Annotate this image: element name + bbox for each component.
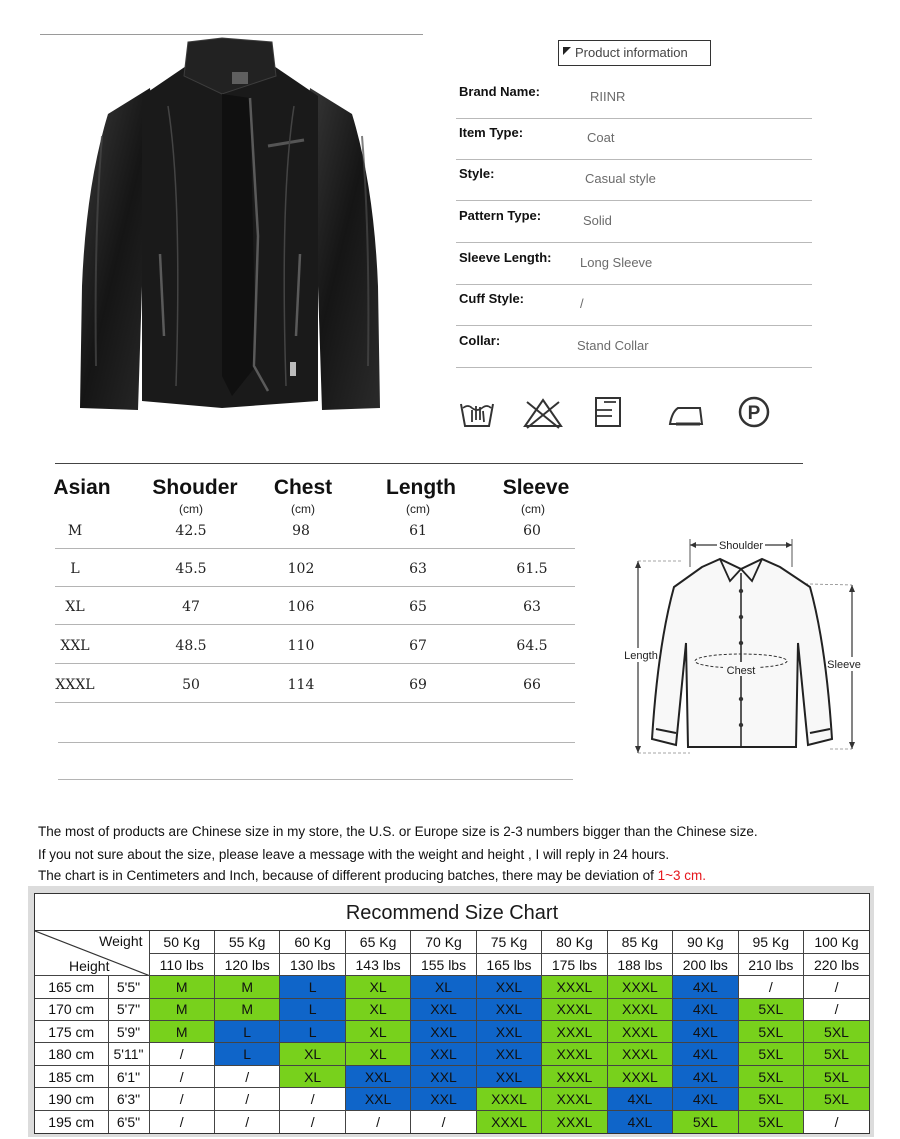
size-cell: 60 xyxy=(523,523,541,539)
size-cell: M xyxy=(67,523,83,539)
weight-kg-cell: 95 Kg xyxy=(738,931,803,953)
size-header-length: Length xyxy=(386,476,456,499)
size-row-xxxl xyxy=(55,665,575,703)
height-ft-cell: 5'11" xyxy=(108,1043,149,1065)
weight-kg-cell: 60 Kg xyxy=(280,931,345,953)
tumble-dry-icon xyxy=(592,394,624,430)
spec-value: Casual style xyxy=(585,171,656,186)
size-recommendation-cell: XXXL xyxy=(542,998,607,1020)
weight-lbs-cell: 220 lbs xyxy=(804,953,869,975)
height-cm-cell: 180 cm xyxy=(35,1043,108,1065)
sleeve-label: Sleeve xyxy=(827,659,861,671)
size-recommendation-cell: XXL xyxy=(411,1043,476,1065)
note-line-3-text: The chart is in Centimeters and Inch, because of different producing batches, there may be deviation of xyxy=(38,868,658,883)
size-recommendation-cell: 5XL xyxy=(804,1021,869,1043)
size-row-l xyxy=(55,549,575,587)
height-cm-cell: 195 cm xyxy=(35,1110,108,1132)
height-row xyxy=(35,998,869,1020)
spec-label: Brand Name: xyxy=(459,84,540,99)
size-recommendation-cell: / xyxy=(149,1088,214,1110)
dry-clean-p-icon xyxy=(736,394,772,430)
weight-kg-row xyxy=(35,931,869,953)
spec-label: Sleeve Length: xyxy=(459,250,552,265)
size-recommendation-cell: XXL xyxy=(476,998,541,1020)
product-information-title: Product information xyxy=(575,45,688,60)
top-divider xyxy=(40,34,423,35)
size-header-sleeve: Sleeve xyxy=(502,476,570,499)
size-recommendation-cell: XXL xyxy=(411,1021,476,1043)
weight-lbs-cell: 130 lbs xyxy=(280,953,345,975)
shoulder-label: Shoulder xyxy=(718,540,764,552)
size-recommendation-cell: / xyxy=(149,1110,214,1132)
size-recommendation-cell: 5XL xyxy=(738,1065,803,1087)
weight-kg-cell: 85 Kg xyxy=(607,931,672,953)
size-recommendation-cell: XXL xyxy=(476,1021,541,1043)
size-recommendation-cell: / xyxy=(738,976,803,998)
unit-label: (cm) xyxy=(406,502,430,516)
size-recommendation-cell: L xyxy=(280,1021,345,1043)
size-recommendation-cell: 4XL xyxy=(673,1043,738,1065)
size-recommendation-cell: XXXL xyxy=(542,1088,607,1110)
height-row xyxy=(35,1110,869,1132)
spec-value: Coat xyxy=(587,130,615,145)
size-cell: 61.5 xyxy=(516,561,548,577)
unit-label: (cm) xyxy=(521,502,545,516)
spec-row-brand xyxy=(456,78,812,119)
size-recommendation-cell: M xyxy=(149,998,214,1020)
weight-kg-cell: 70 Kg xyxy=(411,931,476,953)
spec-label: Style: xyxy=(459,166,495,181)
weight-kg-cell: 75 Kg xyxy=(476,931,541,953)
weight-kg-cell: 55 Kg xyxy=(214,931,279,953)
measurement-diagram xyxy=(620,525,865,763)
size-recommendation-cell: XL xyxy=(345,976,410,998)
size-recommendation-cell: / xyxy=(214,1110,279,1132)
size-recommendation-cell: 5XL xyxy=(738,998,803,1020)
height-row xyxy=(35,976,869,998)
spec-label: Item Type: xyxy=(459,125,524,140)
size-recommendation-cell: M xyxy=(149,976,214,998)
spec-row-sleeve-length xyxy=(456,244,812,285)
product-information-header xyxy=(558,40,711,66)
weight-kg-cell: 90 Kg xyxy=(673,931,738,953)
size-recommendation-cell: / xyxy=(804,998,869,1020)
size-recommendation-cell: 5XL xyxy=(738,1021,803,1043)
size-section-divider xyxy=(55,463,803,464)
spec-value: Stand Collar xyxy=(577,338,649,353)
height-row xyxy=(35,1065,869,1087)
size-cell: L xyxy=(70,561,80,577)
size-row-xxl xyxy=(55,626,575,664)
weight-height-corner xyxy=(35,931,149,976)
size-header-asian: Asian xyxy=(53,476,111,499)
spec-value: Solid xyxy=(583,213,612,228)
size-recommendation-cell: XXL xyxy=(476,976,541,998)
height-ft-cell: 5'7" xyxy=(108,998,149,1020)
size-recommendation-cell: XL xyxy=(411,976,476,998)
size-recommendation-cell: / xyxy=(280,1110,345,1132)
weight-lbs-row xyxy=(35,953,869,975)
size-cell: 69 xyxy=(409,677,427,693)
size-recommendation-cell: / xyxy=(214,1088,279,1110)
size-recommendation-cell: 4XL xyxy=(607,1110,672,1132)
size-recommendation-cell: L xyxy=(280,998,345,1020)
product-photo-jacket xyxy=(72,36,388,416)
size-recommendation-cell: 4XL xyxy=(673,1088,738,1110)
size-cell: 102 xyxy=(287,561,315,577)
no-bleach-icon xyxy=(521,394,565,430)
size-recommendation-cell: XXXL xyxy=(542,976,607,998)
size-recommendation-cell: 4XL xyxy=(673,1065,738,1087)
size-cell: 45.5 xyxy=(175,561,207,577)
size-recommendation-cell: XXXL xyxy=(607,976,672,998)
size-recommendation-cell: XXL xyxy=(411,1088,476,1110)
size-recommendation-cell: XL xyxy=(345,1021,410,1043)
size-cell: XXXL xyxy=(55,677,95,693)
spec-row-collar xyxy=(456,327,812,368)
weight-lbs-cell: 120 lbs xyxy=(214,953,279,975)
size-header-chest: Chest xyxy=(273,476,333,499)
size-cell: 50 xyxy=(182,677,200,693)
size-recommendation-cell: 5XL xyxy=(738,1043,803,1065)
corner-flag-icon xyxy=(563,47,571,55)
size-cell: XL xyxy=(65,599,85,615)
weight-lbs-cell: 200 lbs xyxy=(673,953,738,975)
size-table-rule xyxy=(58,779,573,780)
spec-label: Collar: xyxy=(459,333,501,348)
weight-kg-cell: 50 Kg xyxy=(149,931,214,953)
size-recommendation-cell: XXXL xyxy=(607,998,672,1020)
size-recommendation-cell: M xyxy=(214,998,279,1020)
size-recommendation-cell: XXXL xyxy=(607,1043,672,1065)
size-recommendation-cell: XXXL xyxy=(607,1065,672,1087)
size-recommendation-cell: M xyxy=(214,976,279,998)
size-recommendation-cell: / xyxy=(804,1110,869,1132)
size-recommendation-cell: / xyxy=(804,976,869,998)
weight-lbs-cell: 175 lbs xyxy=(542,953,607,975)
size-recommendation-cell: L xyxy=(214,1043,279,1065)
size-table-rule xyxy=(58,742,575,743)
spec-label: Pattern Type: xyxy=(459,208,542,223)
size-cell: 64.5 xyxy=(516,638,548,654)
recommend-size-table xyxy=(35,931,869,1133)
spec-row-pattern-type xyxy=(456,202,812,243)
size-cell: XXL xyxy=(60,638,90,654)
height-ft-cell: 5'5" xyxy=(108,976,149,998)
size-recommendation-cell: L xyxy=(280,976,345,998)
size-recommendation-cell: XXXL xyxy=(542,1021,607,1043)
size-row-m xyxy=(55,511,575,549)
size-recommendation-cell: XXXL xyxy=(476,1088,541,1110)
size-cell: 61 xyxy=(409,523,427,539)
deviation-highlight: 1~3 cm. xyxy=(657,868,707,883)
size-recommendation-cell: 5XL xyxy=(738,1110,803,1132)
size-cell: 42.5 xyxy=(175,523,207,539)
size-recommendation-cell: L xyxy=(214,1021,279,1043)
svg-text:P: P xyxy=(747,403,761,424)
height-ft-cell: 6'1" xyxy=(108,1065,149,1087)
chest-label: Chest xyxy=(726,665,756,677)
height-cm-cell: 185 cm xyxy=(35,1065,108,1087)
height-ft-cell: 5'9" xyxy=(108,1021,149,1043)
size-cell: 47 xyxy=(182,599,200,615)
size-recommendation-cell: 4XL xyxy=(673,1021,738,1043)
height-row xyxy=(35,1021,869,1043)
size-recommendation-cell: 5XL xyxy=(804,1065,869,1087)
height-row xyxy=(35,1088,869,1110)
spec-value: RIINR xyxy=(590,89,626,104)
height-ft-cell: 6'3" xyxy=(108,1088,149,1110)
note-line-3 xyxy=(38,868,706,883)
size-recommendation-cell: XXXL xyxy=(542,1043,607,1065)
size-cell: 98 xyxy=(292,523,310,539)
size-recommendation-cell: XXXL xyxy=(607,1021,672,1043)
unit-label: (cm) xyxy=(179,502,203,516)
size-recommendation-cell: XXXL xyxy=(542,1110,607,1132)
size-recommendation-cell: XXL xyxy=(476,1043,541,1065)
size-recommendation-cell: XL xyxy=(280,1043,345,1065)
size-recommendation-cell: 4XL xyxy=(607,1088,672,1110)
size-cell: 63 xyxy=(523,599,541,615)
height-row xyxy=(35,1043,869,1065)
height-cm-cell: 190 cm xyxy=(35,1088,108,1110)
size-row-xl xyxy=(55,587,575,625)
height-label: Height xyxy=(69,958,110,975)
size-recommendation-cell: XXXL xyxy=(476,1110,541,1132)
height-cm-cell: 170 cm xyxy=(35,998,108,1020)
height-cm-cell: 175 cm xyxy=(35,1021,108,1043)
weight-lbs-cell: 143 lbs xyxy=(345,953,410,975)
spec-row-item-type xyxy=(456,119,812,160)
size-cell: 67 xyxy=(409,638,427,654)
size-recommendation-cell: 4XL xyxy=(673,976,738,998)
size-recommendation-cell: XXL xyxy=(411,998,476,1020)
size-recommendation-cell: M xyxy=(149,1021,214,1043)
spec-label: Cuff Style: xyxy=(459,291,524,306)
height-cm-cell: 165 cm xyxy=(35,976,108,998)
weight-label: Weight xyxy=(99,933,143,949)
weight-kg-cell: 80 Kg xyxy=(542,931,607,953)
spec-value: / xyxy=(580,296,584,311)
weight-lbs-cell: 210 lbs xyxy=(738,953,803,975)
weight-lbs-cell: 188 lbs xyxy=(607,953,672,975)
size-recommendation-cell: XL xyxy=(345,998,410,1020)
size-recommendation-cell: / xyxy=(214,1065,279,1087)
height-ft-cell: 6'5" xyxy=(108,1110,149,1132)
size-recommendation-cell: / xyxy=(280,1088,345,1110)
size-recommendation-cell: 5XL xyxy=(673,1110,738,1132)
size-recommendation-cell: 5XL xyxy=(738,1088,803,1110)
size-recommendation-cell: 4XL xyxy=(673,998,738,1020)
size-cell: 106 xyxy=(287,599,315,615)
weight-kg-cell: 65 Kg xyxy=(345,931,410,953)
size-recommendation-cell: XXL xyxy=(345,1065,410,1087)
size-recommendation-cell: XL xyxy=(280,1065,345,1087)
spec-value: Long Sleeve xyxy=(580,255,653,270)
weight-kg-cell: 100 Kg xyxy=(804,931,869,953)
iron-icon xyxy=(666,394,706,430)
hand-wash-icon xyxy=(458,394,496,430)
size-recommendation-cell: 5XL xyxy=(804,1043,869,1065)
weight-lbs-cell: 110 lbs xyxy=(149,953,214,975)
spec-row-cuff-style xyxy=(456,285,812,326)
size-recommendation-cell: / xyxy=(149,1043,214,1065)
length-label: Length xyxy=(624,650,658,662)
size-recommendation-cell: / xyxy=(411,1110,476,1132)
size-recommendation-cell: XXL xyxy=(476,1065,541,1087)
size-recommendation-cell: XL xyxy=(345,1043,410,1065)
unit-label: (cm) xyxy=(291,502,315,516)
size-cell: 114 xyxy=(287,677,315,693)
size-cell: 65 xyxy=(409,599,427,615)
size-cell: 66 xyxy=(523,677,541,693)
note-line-2: If you not sure about the size, please leave a message with the weight and height , I will reply in 24 hours. xyxy=(38,847,670,862)
size-recommendation-cell: XXXL xyxy=(542,1065,607,1087)
size-recommendation-cell: / xyxy=(345,1110,410,1132)
size-recommendation-cell: 5XL xyxy=(804,1088,869,1110)
size-cell: 48.5 xyxy=(175,638,207,654)
size-recommendation-cell: XXL xyxy=(345,1088,410,1110)
size-recommendation-cell: XXL xyxy=(411,1065,476,1087)
size-cell: 110 xyxy=(287,638,315,654)
spec-row-style xyxy=(456,160,812,201)
recommend-size-chart xyxy=(34,893,870,1134)
note-line-1: The most of products are Chinese size in my store, the U.S. or Europe size is 2-3 numbers bigger than the Chinese size. xyxy=(38,824,758,839)
chart-title: Recommend Size Chart xyxy=(35,894,869,931)
size-header-shoulder: Shouder xyxy=(152,476,238,499)
size-cell: 63 xyxy=(409,561,427,577)
weight-lbs-cell: 155 lbs xyxy=(411,953,476,975)
weight-lbs-cell: 165 lbs xyxy=(476,953,541,975)
size-recommendation-cell: / xyxy=(149,1065,214,1087)
